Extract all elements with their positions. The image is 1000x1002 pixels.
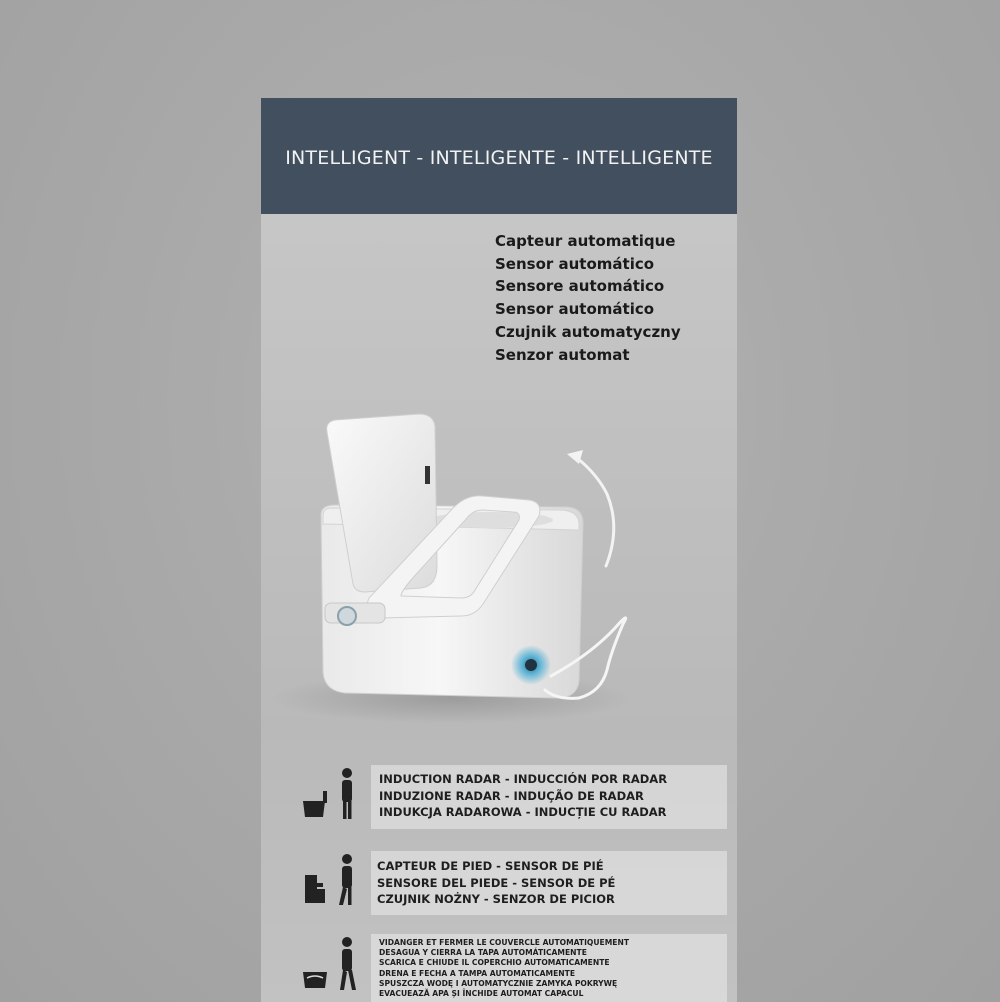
page-title: INTELLIGENT - INTELIGENTE - INTELLIGENTE	[285, 147, 713, 169]
header-banner	[261, 98, 737, 214]
feature-line: VIDANGER ET FERMER LE COUVERCLE AUTOMATIQUEMENT	[379, 938, 630, 947]
feature-line: DRENA E FECHA A TAMPA AUTOMATICAMENTE	[379, 968, 576, 978]
smart-toilet-illustration	[261, 298, 737, 738]
toilet-with-standing-person-icon	[295, 765, 365, 827]
feature-text-box	[371, 851, 727, 915]
control-knob	[338, 607, 356, 625]
feature-text-box	[371, 934, 727, 1002]
feature-line: INDUCTION RADAR - INDUCCIÓN POR RADAR	[379, 772, 668, 786]
auto-flush-person-icon	[295, 934, 365, 996]
feature-line: EVACUEAZĂ APA ȘI ÎNCHIDE AUTOMAT CAPACUL	[379, 989, 584, 999]
sensor-label: Sensor automático	[495, 254, 655, 273]
foot-sensor	[525, 659, 537, 671]
lid-indicator	[425, 466, 430, 484]
feature-line: CZUJNIK NOŻNY - SENZOR DE PICIOR	[377, 892, 615, 906]
feature-line: INDUKCJA RADAROWA - INDUCȚIE CU RADAR	[379, 805, 667, 819]
feature-line: INDUZIONE RADAR - INDUÇÃO DE RADAR	[379, 788, 644, 803]
feature-line: SPUSZCZA WODĘ I AUTOMATYCZNIE ZAMYKA POKRYWĘ	[379, 978, 618, 988]
feature-line: CAPTEUR DE PIED - SENSOR DE PIÉ	[377, 859, 604, 873]
product-panel	[261, 98, 737, 1002]
feature-line: SENSORE DEL PIEDE - SENSOR DE PÉ	[377, 875, 616, 890]
sensor-label: Czujnik automatyczny	[495, 322, 681, 341]
sensor-label: Sensor automático	[495, 300, 655, 319]
feature-text-box	[371, 765, 727, 829]
foot-sensor-person-icon	[295, 851, 365, 913]
feature-line: SCARICA E CHIUDE IL COPERCHIO AUTOMATICAMENTE	[379, 958, 610, 968]
feature-line: DESAGUA Y CIERRA LA TAPA AUTOMÁTICAMENTE	[379, 948, 587, 958]
sensor-label: Capteur automatique	[495, 232, 676, 250]
sensor-label: Senzor automat	[495, 345, 630, 364]
sensor-label: Sensore automático	[495, 277, 665, 296]
